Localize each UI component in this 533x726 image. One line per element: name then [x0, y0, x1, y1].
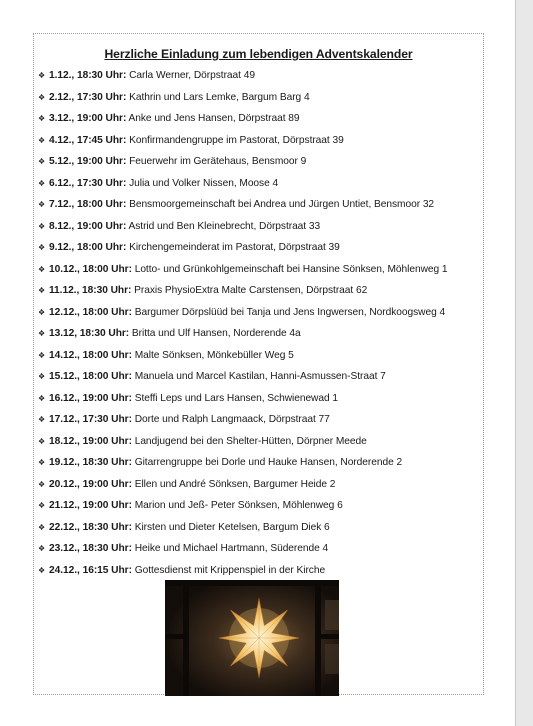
entry-host-location: Gottesdienst mit Krippenspiel in der Kirche — [131, 564, 326, 576]
invitation-title: Herzliche Einladung zum lebendigen Adventskalender — [104, 47, 413, 61]
entry-date-time: 22.12., 18:30 Uhr: — [49, 521, 132, 533]
diamond-bullet-icon: ❖ — [38, 350, 46, 360]
diamond-bullet-icon: ❖ — [38, 200, 46, 209]
entry-host-location: Lotto- und Grünkohlgemeinschaft bei Hansine Sönksen, Möhlenweg 1 — [131, 263, 448, 275]
star-lantern-photo — [165, 580, 339, 696]
entry-host-location: Astrid und Ben Kleinebrecht, Dörpstraat 33 — [126, 220, 321, 232]
calendar-entry — [34, 435, 483, 457]
diamond-bullet-icon: ❖ — [38, 157, 46, 166]
invitation-text-box[interactable] — [33, 33, 484, 695]
entry-host-location: Kirsten und Dieter Ketelsen, Bargum Diek 6 — [131, 521, 330, 533]
entry-date-time: 1.12., 18:30 Uhr: — [49, 70, 127, 81]
diamond-bullet-icon: ❖ — [38, 71, 46, 80]
entry-host-location: Julia und Volker Nissen, Moose 4 — [126, 177, 279, 189]
entry-host-location: Heike und Michael Hartmann, Süderende 4 — [131, 543, 329, 554]
calendar-entry — [34, 370, 483, 392]
entry-host-location: Gitarrengruppe bei Dorle und Hauke Hansen, Norderende 2 — [131, 457, 403, 468]
diamond-bullet-icon: ❖ — [38, 501, 46, 510]
entry-host-location: Kathrin und Lars Lemke, Bargum Barg 4 — [126, 91, 310, 103]
page-gutter — [516, 0, 533, 726]
advent-calendar-list — [34, 69, 483, 585]
entry-date-time: 12.12., 18:00 Uhr: — [49, 306, 132, 318]
calendar-entry — [34, 91, 483, 113]
entry-date-time: 9.12., 18:00 Uhr: — [49, 242, 127, 253]
diamond-bullet-icon: ❖ — [38, 286, 46, 295]
calendar-entry — [34, 521, 483, 543]
entry-host-location: Bensmoorgemeinschaft bei Andrea und Jürgen Untiet, Bensmoor 32 — [126, 199, 435, 210]
entry-host-location: Dorte und Ralph Langmaack, Dörpstraat 77 — [131, 414, 330, 425]
entry-date-time: 23.12., 18:30 Uhr: — [49, 543, 132, 554]
entry-host-location: Kirchengemeinderat im Pastorat, Dörpstraat 39 — [126, 242, 340, 253]
entry-host-location: Carla Werner, Dörpstraat 49 — [126, 70, 255, 81]
entry-date-time: 2.12., 17:30 Uhr: — [49, 91, 127, 103]
entry-host-location: Landjugend bei den Shelter-Hütten, Dörpner Meede — [131, 435, 367, 447]
calendar-entry — [34, 241, 483, 263]
entry-host-location: Praxis PhysioExtra Malte Carstensen, Dörpstraat 62 — [131, 285, 368, 296]
entry-date-time: 16.12., 19:00 Uhr: — [49, 392, 132, 404]
diamond-bullet-icon: ❖ — [38, 221, 46, 231]
entry-date-time: 8.12., 19:00 Uhr: — [49, 220, 127, 232]
diamond-bullet-icon: ❖ — [38, 565, 46, 575]
entry-host-location: Ellen und André Sönksen, Bargumer Heide 2 — [131, 478, 336, 490]
entry-date-time: 15.12., 18:00 Uhr: — [49, 371, 132, 382]
entry-host-location: Britta und Ulf Hansen, Norderende 4a — [129, 328, 301, 339]
diamond-bullet-icon: ❖ — [38, 264, 46, 274]
star-lantern-image — [165, 580, 339, 696]
entry-host-location: Anke und Jens Hansen, Dörpstraat 89 — [126, 113, 300, 124]
entry-date-time: 17.12., 17:30 Uhr: — [49, 414, 132, 425]
diamond-bullet-icon: ❖ — [38, 415, 46, 424]
diamond-bullet-icon: ❖ — [38, 329, 46, 338]
diamond-bullet-icon: ❖ — [38, 307, 46, 317]
entry-host-location: Konfirmandengruppe im Pastorat, Dörpstraat 39 — [126, 134, 344, 146]
calendar-entry — [34, 177, 483, 199]
calendar-entry — [34, 413, 483, 435]
diamond-bullet-icon: ❖ — [38, 436, 46, 446]
entry-date-time: 21.12., 19:00 Uhr: — [49, 500, 132, 511]
calendar-entry — [34, 69, 483, 91]
calendar-entry — [34, 134, 483, 156]
diamond-bullet-icon: ❖ — [38, 114, 46, 123]
entry-date-time: 19.12., 18:30 Uhr: — [49, 457, 132, 468]
entry-date-time: 3.12., 19:00 Uhr: — [49, 113, 127, 124]
calendar-entry — [34, 392, 483, 414]
entry-date-time: 11.12., 18:30 Uhr: — [49, 285, 132, 296]
diamond-bullet-icon: ❖ — [38, 522, 46, 532]
diamond-bullet-icon: ❖ — [38, 393, 46, 403]
calendar-entry — [34, 198, 483, 220]
calendar-entry — [34, 263, 483, 285]
calendar-entry — [34, 478, 483, 500]
calendar-entry — [34, 349, 483, 371]
calendar-entry — [34, 499, 483, 521]
diamond-bullet-icon: ❖ — [38, 243, 46, 252]
diamond-bullet-icon: ❖ — [38, 135, 46, 145]
calendar-entry — [34, 284, 483, 306]
calendar-entry — [34, 542, 483, 564]
entry-date-time: 13.12, 18:30 Uhr: — [49, 328, 130, 339]
entry-date-time: 10.12., 18:00 Uhr: — [49, 263, 132, 275]
calendar-entry — [34, 155, 483, 177]
entry-date-time: 5.12., 19:00 Uhr: — [49, 156, 127, 167]
entry-host-location: Feuerwehr im Gerätehaus, Bensmoor 9 — [126, 156, 307, 167]
calendar-entry — [34, 112, 483, 134]
calendar-entry — [34, 306, 483, 328]
entry-host-location: Bargumer Dörpslüüd bei Tanja und Jens Ingwersen, Nordkoogsweg 4 — [131, 306, 446, 318]
calendar-entry — [34, 456, 483, 478]
diamond-bullet-icon: ❖ — [38, 544, 46, 553]
calendar-entry — [34, 220, 483, 242]
entry-date-time: 7.12., 18:00 Uhr: — [49, 199, 127, 210]
entry-host-location: Malte Sönksen, Mönkebüller Weg 5 — [131, 349, 294, 361]
calendar-entry — [34, 327, 483, 349]
diamond-bullet-icon: ❖ — [38, 479, 46, 489]
entry-host-location: Marion und Jeß- Peter Sönksen, Möhlenweg 6 — [131, 500, 343, 511]
entry-host-location: Manuela und Marcel Kastilan, Hanni-Asmussen-Straat 7 — [131, 371, 386, 382]
diamond-bullet-icon: ❖ — [38, 178, 46, 188]
entry-date-time: 24.12., 16:15 Uhr: — [49, 564, 132, 576]
diamond-bullet-icon: ❖ — [38, 372, 46, 381]
entry-date-time: 6.12., 17:30 Uhr: — [49, 177, 127, 189]
diamond-bullet-icon: ❖ — [38, 92, 46, 102]
entry-date-time: 20.12., 19:00 Uhr: — [49, 478, 132, 490]
entry-date-time: 18.12., 19:00 Uhr: — [49, 435, 132, 447]
entry-date-time: 4.12., 17:45 Uhr: — [49, 134, 127, 146]
diamond-bullet-icon: ❖ — [38, 458, 46, 467]
entry-host-location: Steffi Leps und Lars Hansen, Schwienewad 1 — [131, 392, 338, 404]
entry-date-time: 14.12., 18:00 Uhr: — [49, 349, 132, 361]
